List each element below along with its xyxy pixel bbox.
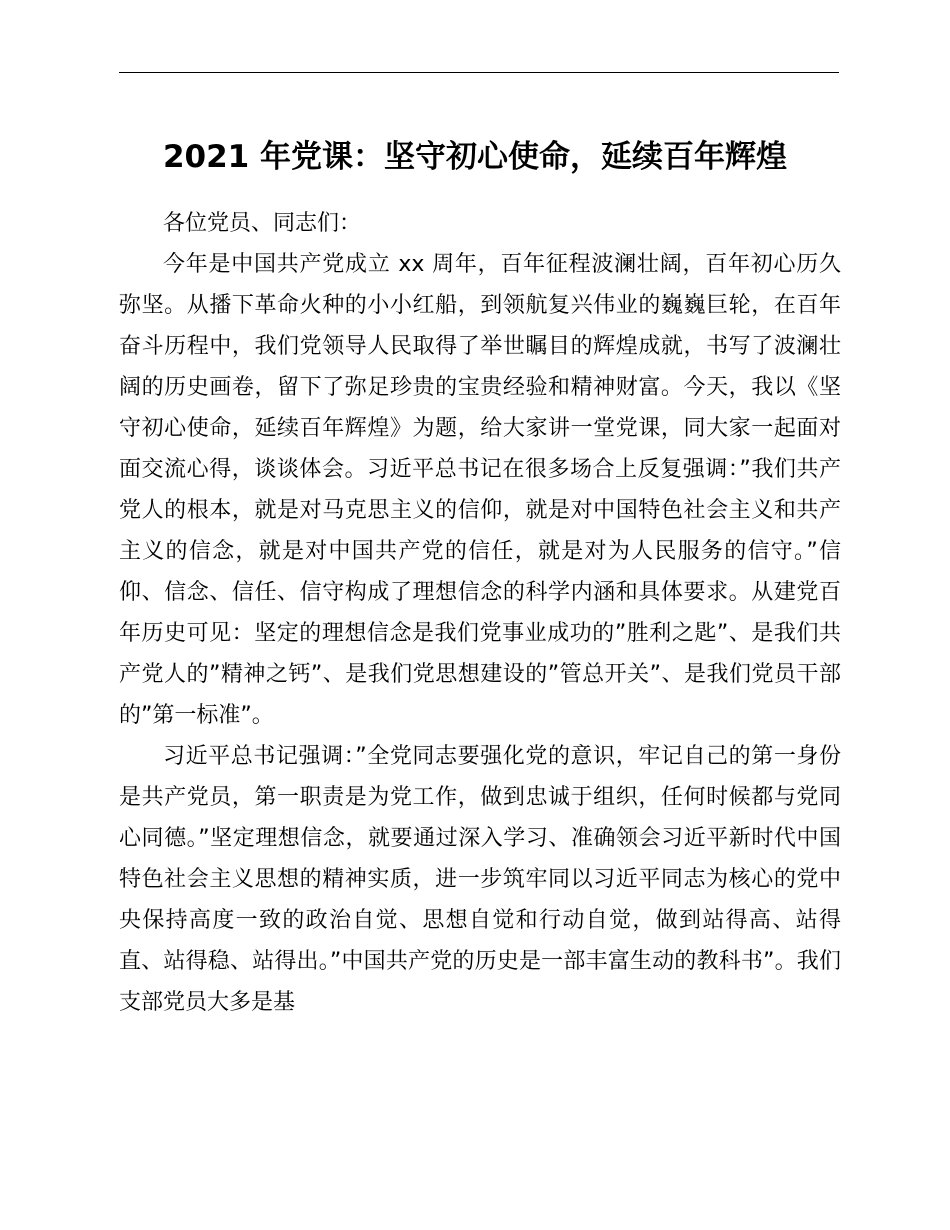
paragraph-1: 今年是中国共产党成立 xx 周年，百年征程波澜壮阔，百年初心历久弥坚。从播下革命火种的小小红船，到领航复兴伟业的巍巍巨轮，在百年奋斗历程中，我们党领导人民取得了举世瞩目的辉煌成就，书写了波澜壮阔的历史画卷，留下了弥足珍贵的宝贵经验和精神财富。今天，我以《坚守初心使命，延续百年辉煌》为题，给大家讲一堂党课，同大家一起面对面交流心得，谈谈体会。习近平总书记在很多场合上反复强调：”我们共产党人的根本，就是对马克思主义的信仰，就是对中国特色社会主义和共产主义的信念，就是对中国共产党的信任，就是对为人民服务的信守。”信仰、信念、信任、信守构成了理想信念的科学内涵和具体要求。从建党百年历史可见：坚定的理想信念是我们党事业成功的”胜利之匙”、是我们共产党人的”精神之钙”、是我们党思想建设的”管总开关”、是我们党员干部的”第一标准”。 <box>119 252 841 728</box>
document-title: 2021 年党课：坚守初心使命，延续百年辉煌 <box>162 139 788 175</box>
header-rule <box>119 72 839 73</box>
paragraph-2: 习近平总书记强调：”全党同志要强化党的意识，牢记自己的第一身份是共产党员，第一职责是为党工作，做到忠诚于组织，任何时候都与党同心同德。”坚定理想信念，就要通过深入学习、准确领会习近平新时代中国特色社会主义思想的精神实质，进一步筑牢同以习近平同志为核心的党中央保持高度一致的政治自觉、思想自觉和行动自觉，做到站得高、站得直、站得稳、站得出。”中国共产党的历史是一部丰富生动的教科书”。我们支部党员大多是基 <box>119 744 841 1015</box>
paragraph-salutation: 各位党员、同志们： <box>163 211 362 236</box>
document-body <box>119 203 841 1023</box>
